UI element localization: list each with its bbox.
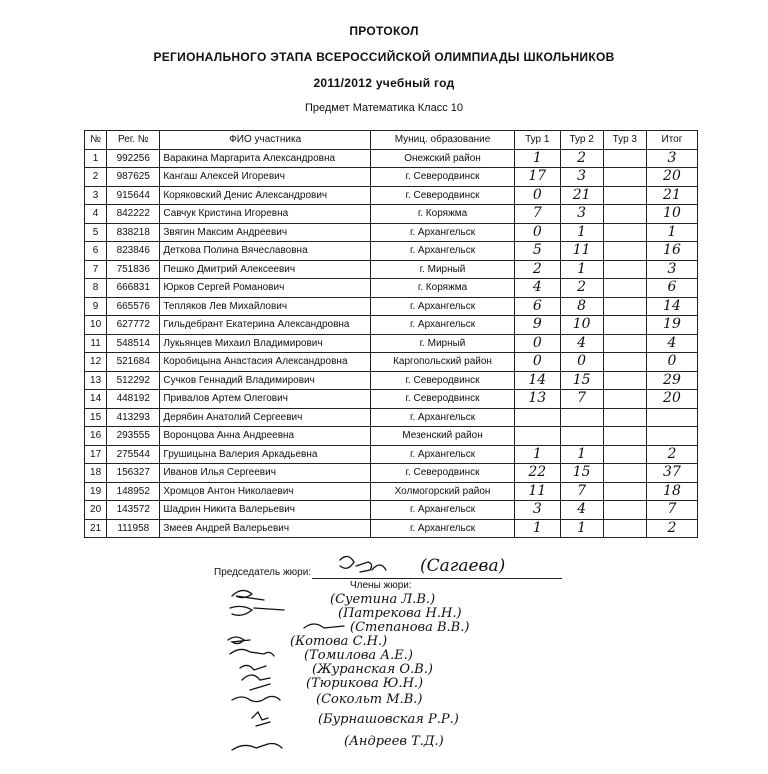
jury-chair-label: Председатель жюри: xyxy=(214,567,312,578)
round1-score xyxy=(515,408,560,427)
col-header-total: Итог xyxy=(646,131,697,150)
participant-name: Коробицына Анастасия Александровна xyxy=(160,353,371,372)
table-row xyxy=(85,168,698,187)
subject-line: Предмет Математика Класс 10 xyxy=(304,102,463,114)
round1-score: 1 xyxy=(515,445,560,464)
reg-number: 987625 xyxy=(107,168,160,187)
jury-member-signature: (Андреев Т.Д.) xyxy=(344,734,444,749)
participant-name: Воронцова Анна Андреевна xyxy=(160,427,371,446)
round1-score: 11 xyxy=(515,482,560,501)
participant-name: Гильдебрант Екатерина Александровна xyxy=(160,316,371,335)
municipality: г. Архангельск xyxy=(370,316,514,335)
jury-member-signature: (Котова С.Н.) xyxy=(290,634,388,649)
col-header-round2: Тур 2 xyxy=(560,131,603,150)
table-row xyxy=(85,205,698,224)
municipality: Онежский район xyxy=(370,149,514,168)
total-score: 0 xyxy=(646,353,697,372)
round3-score xyxy=(603,408,646,427)
round2-score: 1 xyxy=(560,445,603,464)
table-header-row xyxy=(85,131,698,150)
reg-number: 156327 xyxy=(107,464,160,483)
total-score xyxy=(646,408,697,427)
table-row xyxy=(85,279,698,298)
round1-score: 1 xyxy=(515,149,560,168)
total-score: 29 xyxy=(646,371,697,390)
round3-score xyxy=(603,279,646,298)
municipality: г. Коряжма xyxy=(370,205,514,224)
round3-score xyxy=(603,186,646,205)
round3-score xyxy=(603,260,646,279)
round3-score xyxy=(603,501,646,520)
total-score: 19 xyxy=(646,316,697,335)
reg-number: 143572 xyxy=(107,501,160,520)
municipality: г. Мирный xyxy=(370,260,514,279)
municipality: г. Коряжма xyxy=(370,279,514,298)
table-row xyxy=(85,445,698,464)
municipality: г. Северодвинск xyxy=(370,390,514,409)
table-row xyxy=(85,334,698,353)
participant-name: Грушицына Валерия Аркадьевна xyxy=(160,445,371,464)
table-row xyxy=(85,297,698,316)
participant-name: Шадрин Никита Валерьевич xyxy=(160,501,371,520)
col-header-reg: Рег. № xyxy=(107,131,160,150)
reg-number: 666831 xyxy=(107,279,160,298)
round3-score xyxy=(603,519,646,538)
municipality: г. Архангельск xyxy=(370,242,514,261)
row-number: 1 xyxy=(85,149,107,168)
reg-number: 293555 xyxy=(107,427,160,446)
round3-score xyxy=(603,316,646,335)
jury-chair-line xyxy=(312,578,562,579)
total-score: 4 xyxy=(646,334,697,353)
round1-score: 9 xyxy=(515,316,560,335)
participant-name: Тепляков Лев Михайлович xyxy=(160,297,371,316)
table-row xyxy=(85,427,698,446)
municipality: г. Архангельск xyxy=(370,297,514,316)
participant-name: Звягин Максим Андреевич xyxy=(160,223,371,242)
jury-member-signature: (Бурнашовская Р.Р.) xyxy=(318,712,459,727)
jury-member-signature: (Тюрикова Ю.Н.) xyxy=(306,676,424,691)
total-score xyxy=(646,427,697,446)
municipality: г. Северодвинск xyxy=(370,371,514,390)
jury-member-signature: (Патрекова Н.Н.) xyxy=(338,606,462,621)
round1-score: 6 xyxy=(515,297,560,316)
col-header-name: ФИО участника xyxy=(160,131,371,150)
total-score: 21 xyxy=(646,186,697,205)
total-score: 16 xyxy=(646,242,697,261)
total-score: 1 xyxy=(646,223,697,242)
municipality: г. Архангельск xyxy=(370,501,514,520)
reg-number: 915644 xyxy=(107,186,160,205)
round1-score: 4 xyxy=(515,279,560,298)
reg-number: 992256 xyxy=(107,149,160,168)
participant-name: Варакина Маргарита Александровна xyxy=(160,149,371,168)
reg-number: 521684 xyxy=(107,353,160,372)
row-number: 21 xyxy=(85,519,107,538)
round3-score xyxy=(603,168,646,187)
round1-score: 0 xyxy=(515,353,560,372)
round1-score: 17 xyxy=(515,168,560,187)
round3-score xyxy=(603,297,646,316)
row-number: 14 xyxy=(85,390,107,409)
reg-number: 111958 xyxy=(107,519,160,538)
row-number: 9 xyxy=(85,297,107,316)
round1-score: 7 xyxy=(515,205,560,224)
round3-score xyxy=(603,149,646,168)
municipality: Холмогорский район xyxy=(370,482,514,501)
municipality: г. Северодвинск xyxy=(370,464,514,483)
round1-score: 1 xyxy=(515,519,560,538)
participant-name: Пешко Дмитрий Алексеевич xyxy=(160,260,371,279)
round3-score xyxy=(603,242,646,261)
reg-number: 838218 xyxy=(107,223,160,242)
round1-score xyxy=(515,427,560,446)
round2-score: 2 xyxy=(560,149,603,168)
row-number: 6 xyxy=(85,242,107,261)
jury-member-signature: (Степанова В.В.) xyxy=(350,620,470,635)
total-score: 20 xyxy=(646,390,697,409)
participant-name: Коряковский Денис Александрович xyxy=(160,186,371,205)
round3-score xyxy=(603,334,646,353)
table-row xyxy=(85,149,698,168)
table-row xyxy=(85,242,698,261)
total-score: 2 xyxy=(646,519,697,538)
row-number: 18 xyxy=(85,464,107,483)
round1-score: 2 xyxy=(515,260,560,279)
jury-chair-signature: (Сагаева) xyxy=(420,556,506,576)
round2-score: 10 xyxy=(560,316,603,335)
round2-score xyxy=(560,427,603,446)
round2-score: 3 xyxy=(560,168,603,187)
municipality: Мезенский район xyxy=(370,427,514,446)
round2-score: 21 xyxy=(560,186,603,205)
round2-score: 15 xyxy=(560,464,603,483)
round2-score: 4 xyxy=(560,334,603,353)
round1-score: 0 xyxy=(515,223,560,242)
results-table xyxy=(84,130,698,538)
round2-score: 0 xyxy=(560,353,603,372)
total-score: 3 xyxy=(646,149,697,168)
reg-number: 627772 xyxy=(107,316,160,335)
municipality: Каргопольский район xyxy=(370,353,514,372)
round3-score xyxy=(603,445,646,464)
row-number: 19 xyxy=(85,482,107,501)
row-number: 4 xyxy=(85,205,107,224)
round2-score: 1 xyxy=(560,519,603,538)
round3-score xyxy=(603,390,646,409)
municipality: г. Северодвинск xyxy=(370,186,514,205)
jury-members-label: Члены жюри: xyxy=(350,580,412,591)
round2-score: 11 xyxy=(560,242,603,261)
row-number: 5 xyxy=(85,223,107,242)
participant-name: Деткова Полина Вячеславовна xyxy=(160,242,371,261)
participant-name: Змеев Андрей Валерьевич xyxy=(160,519,371,538)
participant-name: Привалов Артем Олегович xyxy=(160,390,371,409)
reg-number: 512292 xyxy=(107,371,160,390)
round1-score: 0 xyxy=(515,334,560,353)
row-number: 12 xyxy=(85,353,107,372)
round1-score: 3 xyxy=(515,501,560,520)
row-number: 7 xyxy=(85,260,107,279)
table-row xyxy=(85,353,698,372)
round1-score: 22 xyxy=(515,464,560,483)
col-header-number: № xyxy=(85,131,107,150)
total-score: 37 xyxy=(646,464,697,483)
reg-number: 823846 xyxy=(107,242,160,261)
total-score: 6 xyxy=(646,279,697,298)
municipality: г. Мирный xyxy=(370,334,514,353)
academic-year: 2011/2012 учебный год xyxy=(313,76,455,90)
round2-score: 2 xyxy=(560,279,603,298)
col-header-municipality: Муниц. образование xyxy=(370,131,514,150)
round2-score xyxy=(560,408,603,427)
jury-member-signature: (Журанская О.В.) xyxy=(312,662,433,677)
table-row xyxy=(85,501,698,520)
total-score: 2 xyxy=(646,445,697,464)
reg-number: 275544 xyxy=(107,445,160,464)
reg-number: 413293 xyxy=(107,408,160,427)
table-row xyxy=(85,390,698,409)
reg-number: 751836 xyxy=(107,260,160,279)
municipality: г. Северодвинск xyxy=(370,168,514,187)
round2-score: 3 xyxy=(560,205,603,224)
municipality: г. Архангельск xyxy=(370,519,514,538)
table-row xyxy=(85,371,698,390)
table-row xyxy=(85,464,698,483)
row-number: 17 xyxy=(85,445,107,464)
row-number: 8 xyxy=(85,279,107,298)
col-header-round3: Тур 3 xyxy=(603,131,646,150)
row-number: 15 xyxy=(85,408,107,427)
round2-score: 8 xyxy=(560,297,603,316)
participant-name: Кангаш Алексей Игоревич xyxy=(160,168,371,187)
row-number: 3 xyxy=(85,186,107,205)
round1-score: 5 xyxy=(515,242,560,261)
col-header-round1: Тур 1 xyxy=(515,131,560,150)
participant-name: Хромцов Антон Николаевич xyxy=(160,482,371,501)
participant-name: Юрков Сергей Романович xyxy=(160,279,371,298)
table-row xyxy=(85,223,698,242)
row-number: 10 xyxy=(85,316,107,335)
table-row xyxy=(85,186,698,205)
round3-score xyxy=(603,223,646,242)
round2-score: 7 xyxy=(560,390,603,409)
table-row xyxy=(85,482,698,501)
jury-member-signature: (Томилова А.Е.) xyxy=(304,648,413,663)
participant-name: Сучков Геннадий Владимирович xyxy=(160,371,371,390)
row-number: 13 xyxy=(85,371,107,390)
round3-score xyxy=(603,371,646,390)
row-number: 16 xyxy=(85,427,107,446)
reg-number: 842222 xyxy=(107,205,160,224)
round3-score xyxy=(603,427,646,446)
row-number: 11 xyxy=(85,334,107,353)
table-row xyxy=(85,316,698,335)
reg-number: 148952 xyxy=(107,482,160,501)
reg-number: 448192 xyxy=(107,390,160,409)
round1-score: 0 xyxy=(515,186,560,205)
reg-number: 548514 xyxy=(107,334,160,353)
municipality: г. Архангельск xyxy=(370,445,514,464)
row-number: 20 xyxy=(85,501,107,520)
round2-score: 7 xyxy=(560,482,603,501)
total-score: 10 xyxy=(646,205,697,224)
round3-score xyxy=(603,482,646,501)
participant-name: Лукьянцев Михаил Владимирович xyxy=(160,334,371,353)
jury-member-signature: (Суетина Л.В.) xyxy=(330,592,436,607)
table-row xyxy=(85,519,698,538)
total-score: 18 xyxy=(646,482,697,501)
participant-name: Дерябин Анатолий Сергеевич xyxy=(160,408,371,427)
table-row xyxy=(85,408,698,427)
participant-name: Иванов Илья Сергеевич xyxy=(160,464,371,483)
round1-score: 13 xyxy=(515,390,560,409)
round3-score xyxy=(603,205,646,224)
municipality: г. Архангельск xyxy=(370,408,514,427)
round1-score: 14 xyxy=(515,371,560,390)
table-row xyxy=(85,260,698,279)
round3-score xyxy=(603,464,646,483)
total-score: 20 xyxy=(646,168,697,187)
municipality: г. Архангельск xyxy=(370,223,514,242)
reg-number: 665576 xyxy=(107,297,160,316)
row-number: 2 xyxy=(85,168,107,187)
round2-score: 4 xyxy=(560,501,603,520)
participant-name: Савчук Кристина Игоревна xyxy=(160,205,371,224)
jury-member-signature: (Сокольт М.В.) xyxy=(316,692,423,707)
document-title: ПРОТОКОЛ xyxy=(349,24,419,38)
total-score: 7 xyxy=(646,501,697,520)
round2-score: 1 xyxy=(560,223,603,242)
round2-score: 1 xyxy=(560,260,603,279)
round2-score: 15 xyxy=(560,371,603,390)
round3-score xyxy=(603,353,646,372)
document-subtitle: РЕГИОНАЛЬНОГО ЭТАПА ВСЕРОССИЙСКОЙ ОЛИМПИАДЫ ШКОЛЬНИКОВ xyxy=(153,50,615,64)
total-score: 3 xyxy=(646,260,697,279)
total-score: 14 xyxy=(646,297,697,316)
